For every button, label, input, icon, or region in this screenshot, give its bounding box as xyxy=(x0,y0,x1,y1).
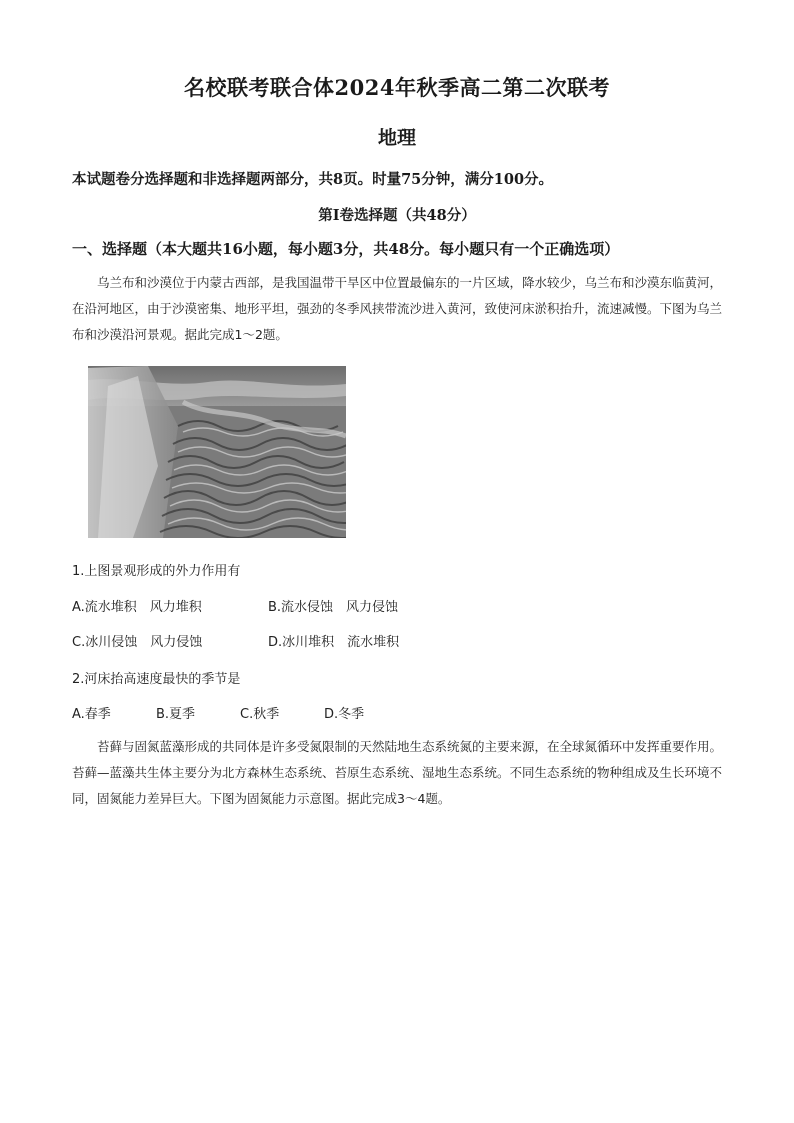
question-1-option-c[interactable]: C.冰川侵蚀 风力侵蚀 xyxy=(72,635,203,650)
question-2-stem: 2.河床抬高速度最快的季节是 xyxy=(72,672,241,687)
passage-1: 乌兰布和沙漠位于内蒙古西部，是我国温带干旱区中位置最偏东的一片区域，降水较少，乌兰布和沙漠东临黄河，在沿河地区，由于沙漠密集、地形平坦，强劲的冬季风挟带流沙进入黄河，致使河床淤积抬升，流速减慢。下图为乌兰布和沙漠沿河景观。据此完成1～2题。 xyxy=(72,275,723,342)
question-2-option-a[interactable]: A.春季 xyxy=(72,707,111,722)
question-2-option-b[interactable]: B.夏季 xyxy=(156,707,196,722)
question-1-option-b[interactable]: B.流水侵蚀 风力侵蚀 xyxy=(268,600,399,615)
passage-2: 苔藓与固氮蓝藻形成的共同体是许多受氮限制的天然陆地生态系统氮的主要来源，在全球氮循环中发挥重要作用。苔藓—蓝藻共生体主要分为北方森林生态系统、苔原生态系统、湿地生态系统。不同生态系统的物种组成及生长环境不同，固氮能力差异巨大。下图为固氮能力示意图。据此完成3～4题。 xyxy=(72,739,723,806)
question-1-option-d[interactable]: D.冰川堆积 流水堆积 xyxy=(268,635,400,650)
question-2-option-d[interactable]: D.冬季 xyxy=(324,707,365,722)
section-title: 一、选择题（本大题共16小题，每小题3分，共48分。每小题只有一个正确选项） xyxy=(72,240,620,258)
question-1-stem: 1.上图景观形成的外力作用有 xyxy=(72,564,241,579)
question-1-option-a[interactable]: A.流水堆积 风力堆积 xyxy=(72,600,202,615)
desert-river-photo xyxy=(88,366,346,538)
exam-intro: 本试题卷分选择题和非选择题两部分，共8页。时量75分钟，满分100分。 xyxy=(72,171,554,188)
question-2-option-c[interactable]: C.秋季 xyxy=(240,707,280,722)
exam-title: 名校联考联合体2024年秋季高二第二次联考 xyxy=(184,75,610,100)
part-title: 第Ⅰ卷选择题（共48分） xyxy=(318,207,476,224)
subject-title: 地理 xyxy=(377,127,416,149)
